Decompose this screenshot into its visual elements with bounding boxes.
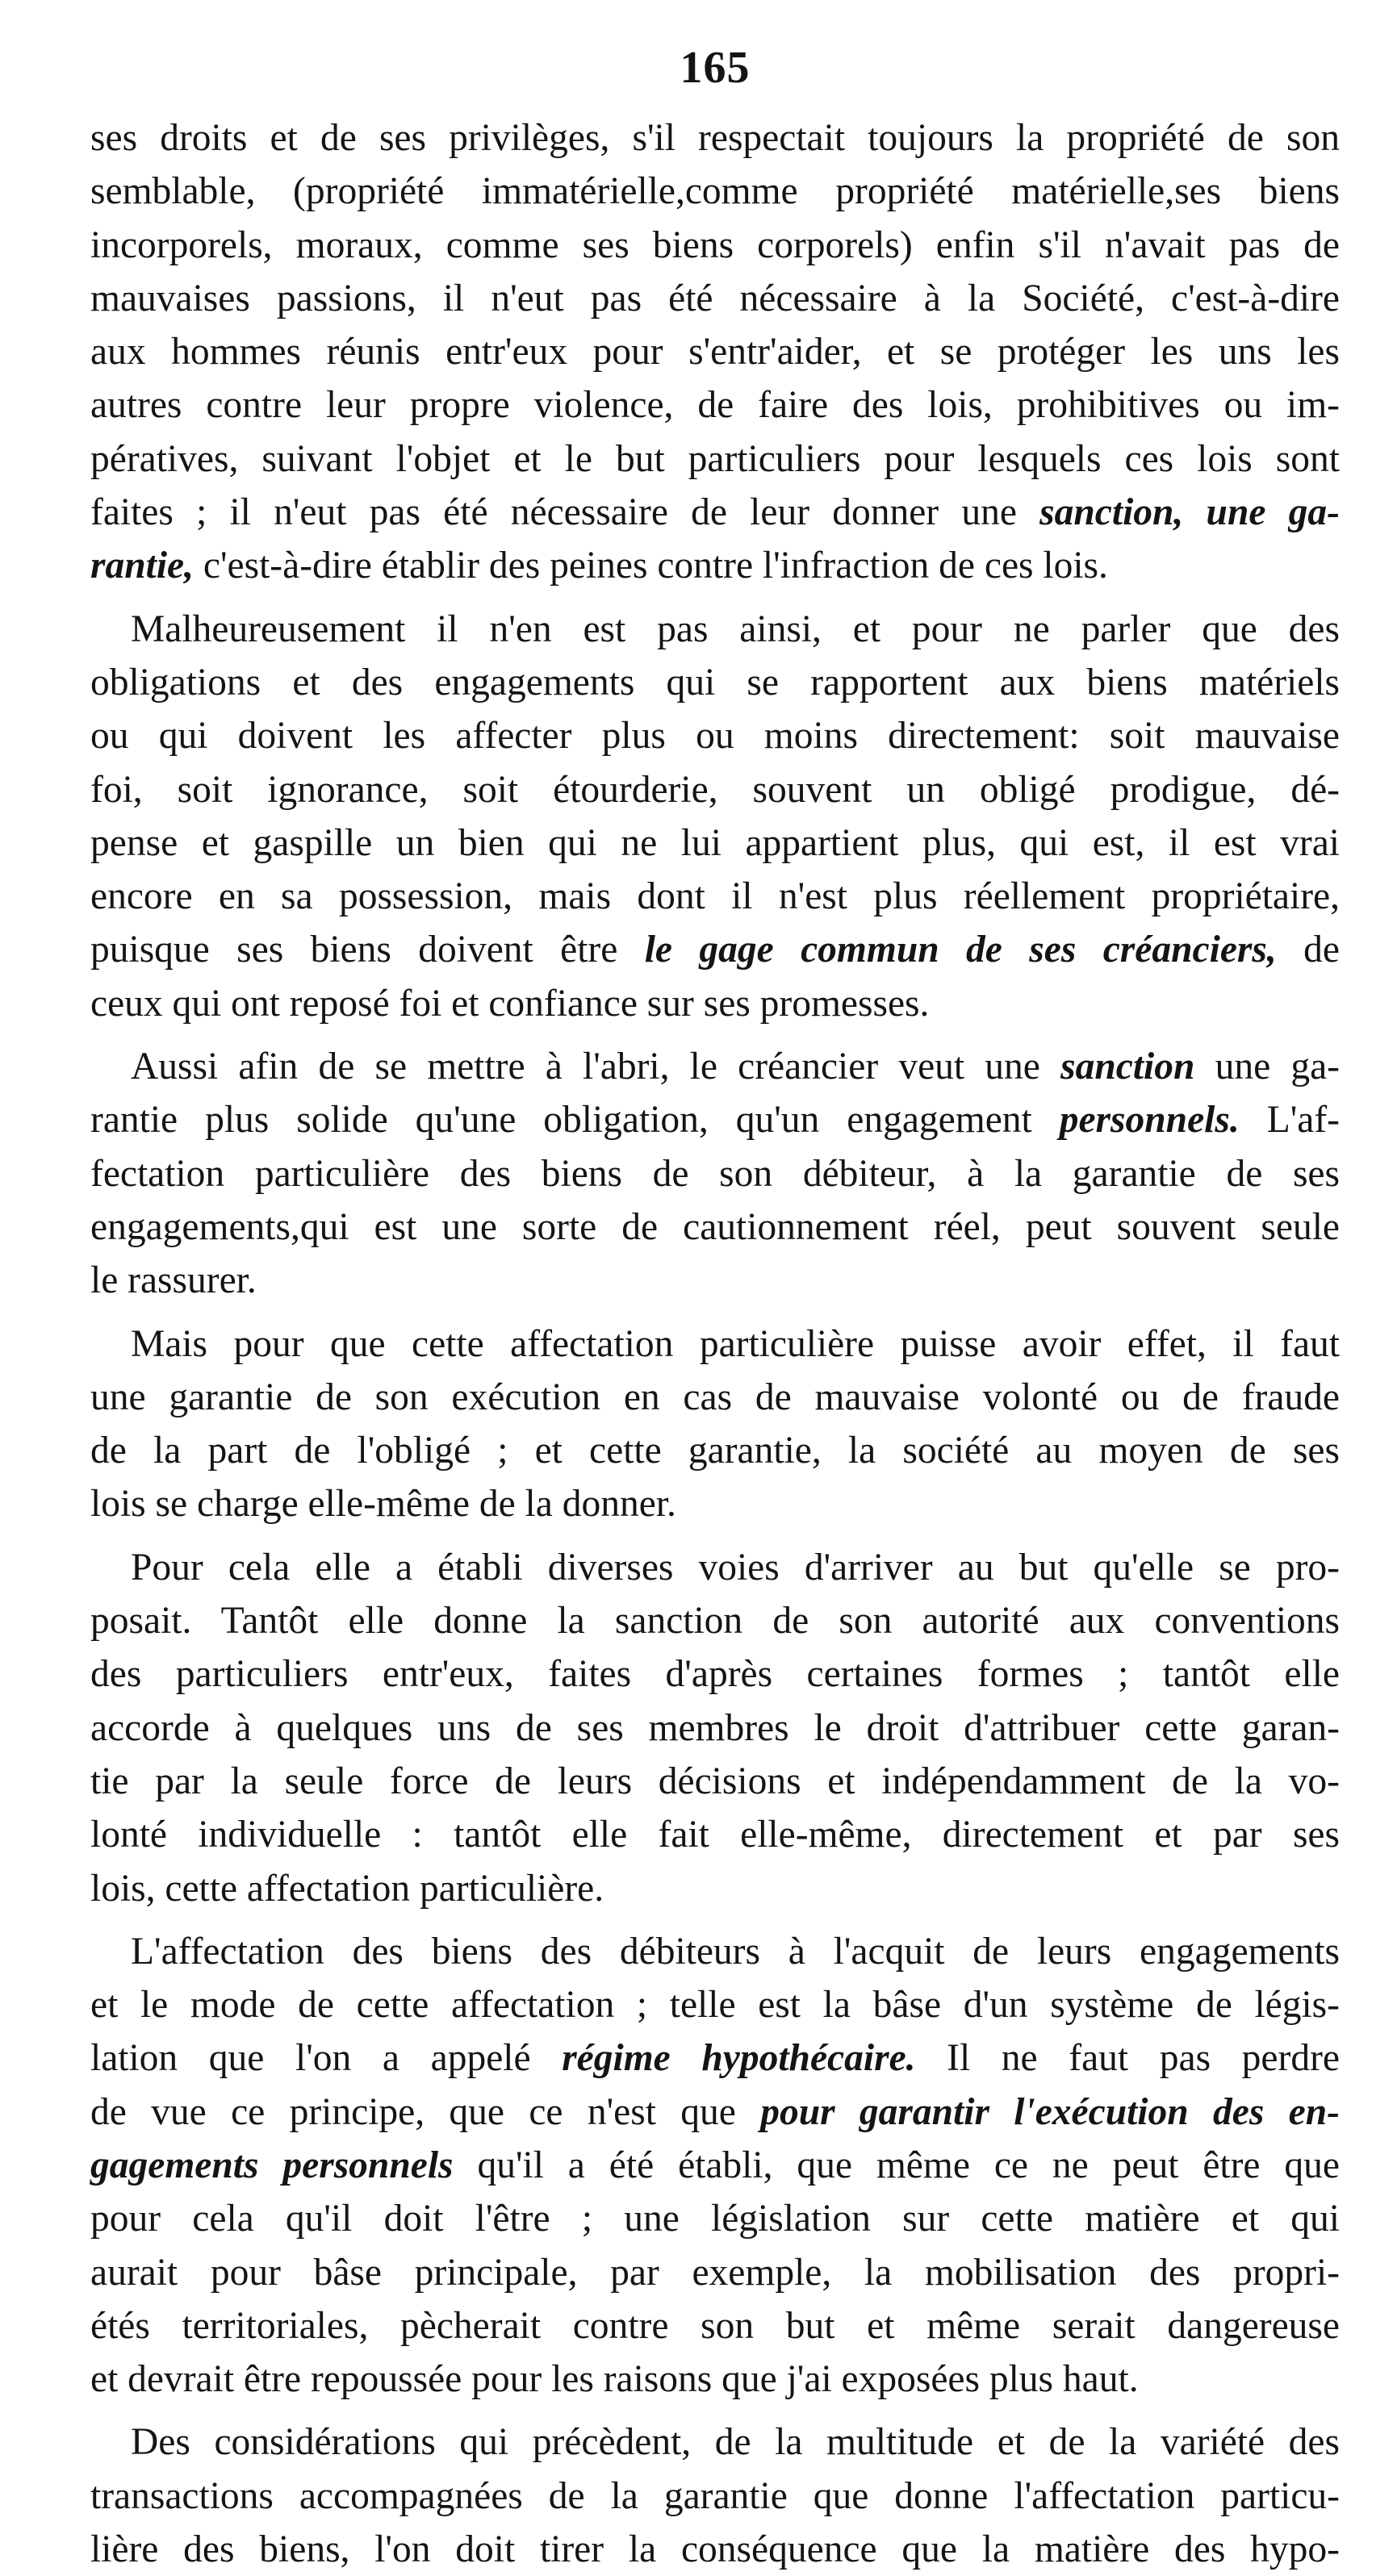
paragraph — [90, 1541, 1340, 1915]
text-line — [90, 486, 1340, 539]
line-text: L'affectation des biens des débiteurs à l'acquit de leurs engagements — [131, 1930, 1340, 1973]
text-line — [90, 2085, 1340, 2139]
line-text: ou qui doivent les affecter plus ou moins directement: soit mauvaise — [90, 715, 1340, 758]
paragraph — [90, 603, 1340, 1030]
paragraph — [90, 1925, 1340, 2407]
line-text: accorde à quelques uns de ses membres le droit d'attribuer cette garan- — [90, 1706, 1340, 1749]
line-text: pense et gaspille un bien qui ne lui appartient plus, qui est, il est vrai — [90, 821, 1340, 864]
text-line — [90, 1371, 1340, 1424]
text-line — [90, 2415, 1340, 2469]
text-line — [90, 2523, 1340, 2576]
text-line — [90, 432, 1340, 486]
text-line — [90, 1147, 1340, 1200]
line-text: pératives, suivant l'objet et le but particuliers pour lesquels ces lois sont — [90, 437, 1340, 480]
line-text-tail: Il ne faut pas perdre — [915, 2037, 1340, 2080]
book-page — [90, 45, 1340, 2576]
line-text: rantie plus solide qu'une obligation, qu'un engagement — [90, 1099, 1060, 1142]
line-text-tail: de — [1276, 929, 1340, 971]
text-line — [90, 1200, 1340, 1254]
paragraph — [90, 2415, 1340, 2576]
page-body — [90, 111, 1340, 2576]
line-text: de vue ce principe, que ce n'est que — [90, 2090, 761, 2133]
line-text: des particuliers entr'eux, faites d'après certaines formes ; tantôt elle — [90, 1653, 1340, 1696]
line-text: tie par la seule force de leurs décisions et indépendamment de la vo- — [90, 1760, 1340, 1802]
line-text: et devrait être repoussée pour les raisons que j'ai exposées plus haut. — [90, 2358, 1139, 2401]
line-text: engagements,qui est une sorte de cautionnement réel, peut souvent seule — [90, 1205, 1340, 1248]
line-text: étés territoriales, pècherait contre son but et même serait dangereuse — [90, 2304, 1340, 2347]
text-line — [90, 219, 1340, 272]
text-line — [90, 763, 1340, 816]
text-line — [90, 2470, 1340, 2523]
text-line — [90, 870, 1340, 923]
paragraph — [90, 111, 1340, 593]
text-line — [90, 1317, 1340, 1371]
line-text: Malheureusement il n'en est pas ainsi, et pour ne parler que des — [131, 607, 1340, 650]
text-line — [90, 977, 1340, 1030]
text-line — [90, 1647, 1340, 1701]
line-text: foi, soit ignorance, soit étourderie, souvent un obligé prodigue, dé- — [90, 768, 1340, 811]
line-text: aurait pour bâse principale, par exemple, la mobilisation des propri- — [90, 2251, 1340, 2294]
text-line — [90, 1541, 1340, 1594]
text-line — [90, 923, 1340, 976]
line-text: autres contre leur propre violence, de faire des lois, prohibitives ou im- — [90, 384, 1340, 427]
line-text: lonté individuelle : tantôt elle fait elle-même, directement et par ses — [90, 1814, 1340, 1856]
text-line — [90, 2031, 1340, 2085]
text-line — [90, 1862, 1340, 1915]
text-line — [90, 272, 1340, 325]
line-text: lière des biens, l'on doit tirer la conséquence que la matière des hypo- — [90, 2528, 1340, 2571]
line-text: c'est-à-dire établir des peines contre l'infraction de ces lois. — [194, 545, 1108, 587]
line-text: puisque ses biens doivent être — [90, 929, 645, 971]
italic-run: personnels. — [1059, 1099, 1240, 1142]
text-line — [90, 1701, 1340, 1755]
italic-run: rantie, — [90, 545, 194, 587]
text-line — [90, 1978, 1340, 2031]
line-text-tail: L'af- — [1239, 1099, 1340, 1142]
text-line — [90, 165, 1340, 218]
line-text: Aussi afin de se mettre à l'abri, le créancier veut une — [131, 1046, 1061, 1088]
text-line — [90, 2353, 1340, 2406]
text-line — [90, 325, 1340, 378]
page-number: 165 — [680, 43, 751, 93]
line-text: Pour cela elle a établi diverses voies d'arriver au but qu'elle se pro- — [131, 1546, 1340, 1589]
text-line — [90, 1755, 1340, 1808]
text-line — [90, 1925, 1340, 1978]
line-text: encore en sa possession, mais dont il n'est plus réellement propriétaire, — [90, 875, 1340, 918]
line-text: ses droits et de ses privilèges, s'il respectait toujours la propriété de son — [90, 117, 1340, 159]
line-text: de la part de l'obligé ; et cette garantie, la société au moyen de ses — [90, 1430, 1340, 1472]
text-line — [90, 1424, 1340, 1477]
text-line — [90, 816, 1340, 870]
text-line — [90, 709, 1340, 762]
text-line — [90, 2299, 1340, 2353]
line-text-tail: une ga- — [1194, 1046, 1341, 1088]
line-text: Des considérations qui précèdent, de la multitude et de la variété des — [131, 2421, 1340, 2464]
line-text: faites ; il n'eut pas été nécessaire de leur donner une — [90, 491, 1040, 534]
line-text: et le mode de cette affectation ; telle est la bâse d'un système de légis- — [90, 1984, 1340, 2027]
paragraph — [90, 1317, 1340, 1531]
line-text: incorporels, moraux, comme ses biens corporels) enfin s'il n'avait pas de — [90, 223, 1340, 266]
text-line — [90, 2139, 1340, 2192]
text-line — [90, 656, 1340, 709]
text-line — [90, 603, 1340, 656]
line-text: lois se charge elle-même de la donner. — [90, 1483, 676, 1526]
line-text: Mais pour que cette affectation particulière puisse avoir effet, il faut — [131, 1322, 1340, 1365]
line-text: mauvaises passions, il n'eut pas été nécessaire à la Société, c'est-à-dire — [90, 277, 1340, 319]
italic-run: régime hypothécaire. — [562, 2037, 916, 2080]
text-line — [90, 1254, 1340, 1307]
line-text: une garantie de son exécution en cas de mauvaise volonté ou de fraude — [90, 1376, 1340, 1418]
line-text: aux hommes réunis entr'eux pour s'entr'aider, et se protéger les uns les — [90, 331, 1340, 374]
line-text: ceux qui ont reposé foi et confiance sur ses promesses. — [90, 982, 930, 1025]
text-line — [90, 1808, 1340, 1861]
text-line — [90, 1093, 1340, 1146]
text-line — [90, 378, 1340, 432]
italic-run: sanction — [1060, 1046, 1195, 1088]
text-line — [90, 111, 1340, 165]
line-text: obligations et des engagements qui se rapportent aux biens matériels — [90, 661, 1340, 703]
line-text: qu'il a été établi, que même ce ne peut être que — [453, 2144, 1340, 2186]
line-text: pour cela qu'il doit l'être ; une législation sur cette matière et qui — [90, 2198, 1340, 2240]
paragraph — [90, 1040, 1340, 1307]
line-text: lation que l'on a appelé — [90, 2037, 563, 2080]
text-line — [90, 1040, 1340, 1093]
line-text: lois, cette affectation particulière. — [90, 1867, 604, 1910]
text-line — [90, 1594, 1340, 1647]
line-text: semblable, (propriété immatérielle,comme propriété matérielle,ses biens — [90, 170, 1340, 213]
italic-run: pour garantir l'exécution des en- — [760, 2090, 1340, 2133]
line-text: le rassurer. — [90, 1259, 257, 1302]
italic-run: sanction, une ga- — [1039, 491, 1340, 534]
text-line — [90, 2192, 1340, 2245]
text-line — [90, 1477, 1340, 1530]
text-line — [90, 539, 1340, 592]
line-text: fectation particulière des biens de son débiteur, à la garantie de ses — [90, 1152, 1340, 1195]
line-text: transactions accompagnées de la garantie que donne l'affectation particu- — [90, 2474, 1340, 2517]
italic-run: le gage commun de ses créanciers, — [644, 929, 1277, 971]
text-line — [90, 2246, 1340, 2299]
line-text: posait. Tantôt elle donne la sanction de son autorité aux conventions — [90, 1600, 1340, 1643]
italic-run: gagements personnels — [90, 2144, 454, 2186]
